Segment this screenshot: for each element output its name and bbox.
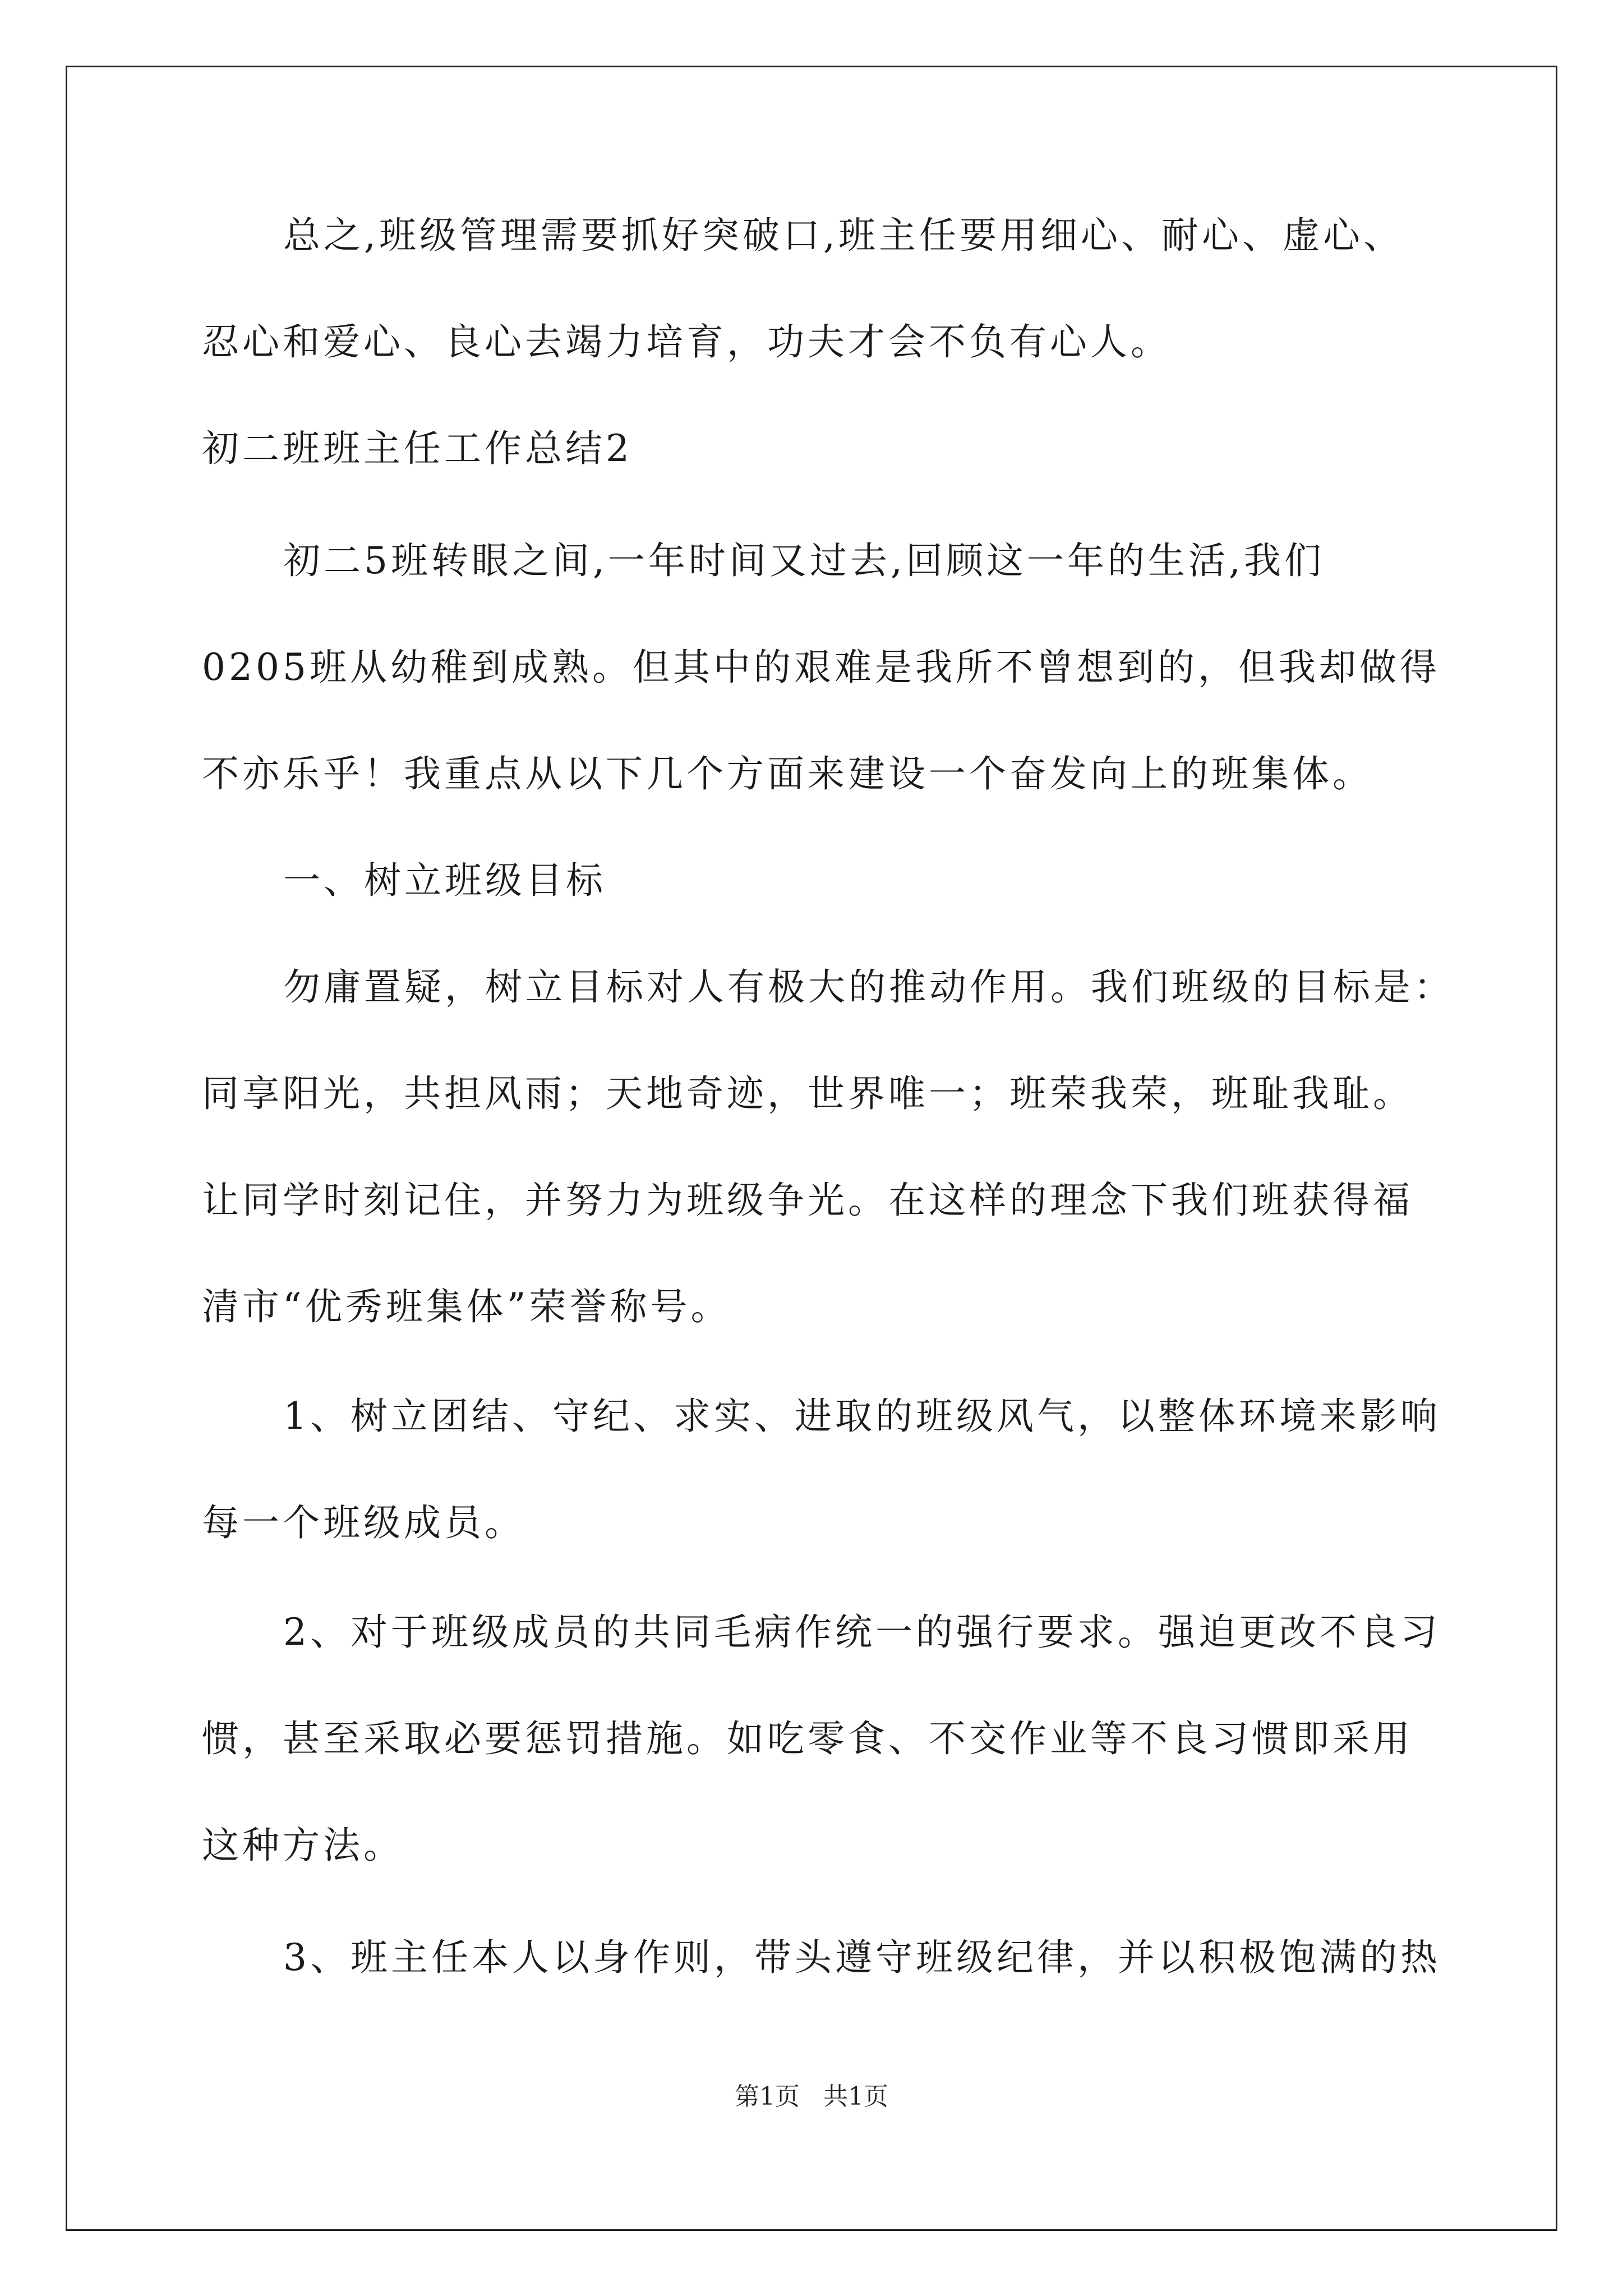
paragraph-line: 初二5班转眼之间,一年时间又过去,回顾这一年的生活,我们 xyxy=(283,539,1325,582)
paragraph-line: 3、班主任本人以身作则，带头遵守班级纪律，并以积极饱满的热 xyxy=(283,1936,1441,1979)
paragraph-line: 惯，甚至采取必要惩罚措施。如吃零食、不交作业等不良习惯即采用 xyxy=(202,1717,1413,1760)
page-border xyxy=(66,66,1557,2231)
paragraph-line: 让同学时刻记住，并努力为班级争光。在这样的理念下我们班获得福 xyxy=(202,1179,1413,1222)
section-heading: 初二班班主任工作总结2 xyxy=(202,427,633,470)
paragraph-line: 不亦乐乎！我重点从以下几个方面来建设一个奋发向上的班集体。 xyxy=(202,752,1373,795)
paragraph-line: 总之,班级管理需要抓好突破口,班主任要用细心、耐心、虚心、 xyxy=(283,214,1404,257)
paragraph-line: 每一个班级成员。 xyxy=(202,1501,525,1544)
paragraph-line: 0205班从幼稚到成熟。但其中的艰难是我所不曾想到的，但我却做得 xyxy=(202,646,1440,689)
paragraph-line: 1、树立团结、守纪、求实、进取的班级风气，以整体环境来影响 xyxy=(283,1395,1441,1438)
paragraph-line: 忍心和爱心、良心去竭力培育，功夫才会不负有心人。 xyxy=(202,320,1171,364)
paragraph-line: 2、对于班级成员的共同毛病作统一的强行要求。强迫更改不良习 xyxy=(283,1611,1441,1654)
page-number-footer: 第1页 共1页 xyxy=(735,2082,888,2111)
paragraph-line: 这种方法。 xyxy=(202,1824,404,1867)
paragraph-line: 勿庸置疑，树立目标对人有极大的推动作用。我们班级的目标是： xyxy=(283,965,1454,1009)
subheading: 一、树立班级目标 xyxy=(283,859,606,902)
paragraph-line: 清市“优秀班集体”荣誉称号。 xyxy=(202,1285,731,1328)
paragraph-line: 同享阳光，共担风雨；天地奇迹，世界唯一；班荣我荣，班耻我耻。 xyxy=(202,1072,1413,1115)
